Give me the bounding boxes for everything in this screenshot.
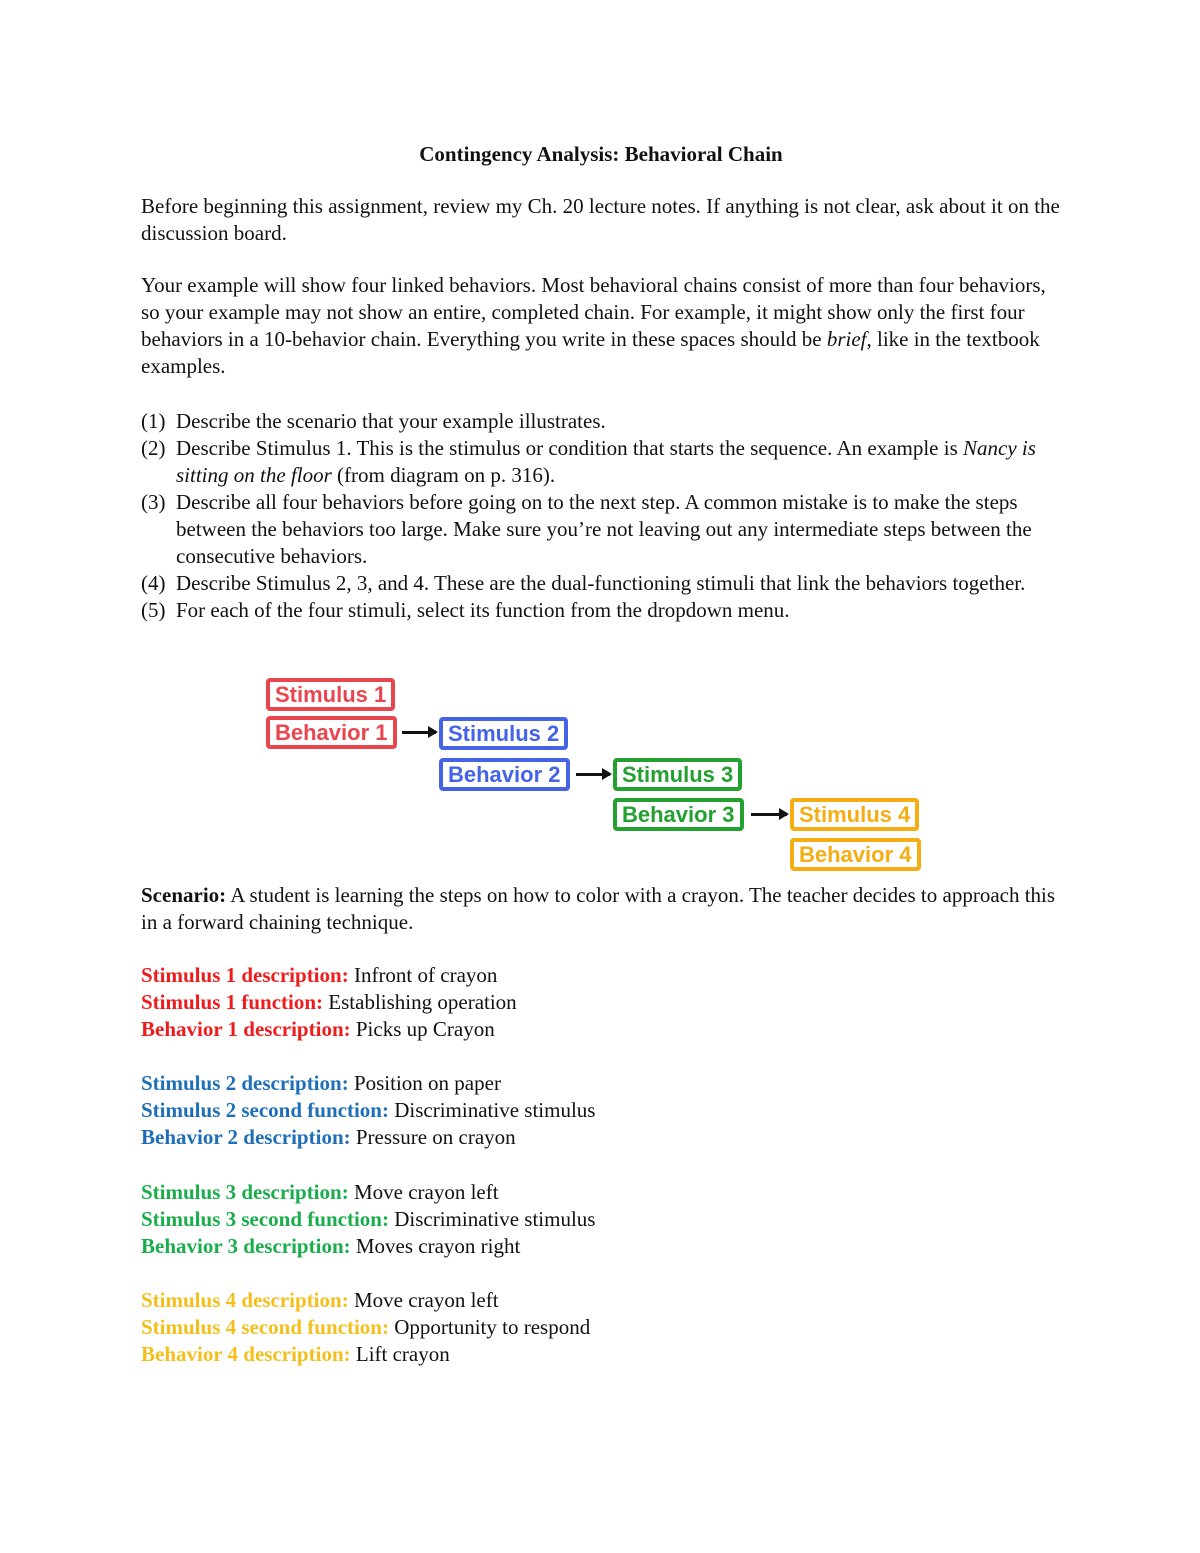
answer-value: Picks up Crayon bbox=[350, 1017, 495, 1041]
step-number: (5) bbox=[141, 598, 166, 622]
answer-value: Discriminative stimulus bbox=[388, 1098, 596, 1122]
answer-value: Position on paper bbox=[348, 1071, 501, 1095]
answer-group-2 bbox=[141, 1070, 1061, 1151]
answer-row bbox=[141, 989, 1061, 1016]
answer-value: Discriminative stimulus bbox=[388, 1207, 596, 1231]
answer-label: Stimulus 3 second function: bbox=[141, 1207, 389, 1231]
step-text: Describe all four behaviors before going on to the next step. A common mistake is to make the steps between the behaviors too large. Make sure you’re not leaving out any intermediate steps between the consecutive behaviors. bbox=[176, 490, 1032, 568]
answer-value: Pressure on crayon bbox=[350, 1125, 516, 1149]
step-item bbox=[141, 489, 1061, 570]
answer-value: Opportunity to respond bbox=[388, 1315, 591, 1339]
answer-value: Move crayon left bbox=[348, 1288, 499, 1312]
step-item bbox=[141, 435, 1061, 489]
behavior-2-box: Behavior 2 bbox=[439, 758, 570, 791]
step-text: For each of the four stimuli, select its function from the dropdown menu. bbox=[176, 598, 790, 622]
answer-label: Behavior 3 description: bbox=[141, 1234, 351, 1258]
answer-group-3 bbox=[141, 1179, 1061, 1260]
answer-label: Stimulus 2 description: bbox=[141, 1071, 349, 1095]
answer-label: Stimulus 2 second function: bbox=[141, 1098, 389, 1122]
arrow-icon bbox=[751, 813, 787, 816]
answer-label: Stimulus 1 description: bbox=[141, 963, 349, 987]
arrow-icon bbox=[576, 773, 610, 776]
answer-group-1 bbox=[141, 962, 1061, 1043]
answer-value: Moves crayon right bbox=[350, 1234, 521, 1258]
answer-row bbox=[141, 1341, 1061, 1368]
scenario-text: A student is learning the steps on how to color with a crayon. The teacher decides to approach this in a forward chaining technique. bbox=[141, 883, 1056, 934]
document-title: Contingency Analysis: Behavioral Chain bbox=[419, 142, 783, 166]
answer-row bbox=[141, 1233, 1061, 1260]
arrow-icon bbox=[402, 731, 436, 734]
answer-label: Stimulus 4 description: bbox=[141, 1288, 349, 1312]
answer-row bbox=[141, 1179, 1061, 1206]
answer-row bbox=[141, 1124, 1061, 1151]
answer-row bbox=[141, 1287, 1061, 1314]
answer-row bbox=[141, 1016, 1061, 1043]
answer-value: Lift crayon bbox=[350, 1342, 450, 1366]
intro-paragraph: Before beginning this assignment, review my Ch. 20 lecture notes. If anything is not clear, ask about it on the discussion board. bbox=[141, 194, 1060, 245]
step-example: Nancy is sitting on the floor bbox=[176, 436, 1036, 487]
scenario-label: Scenario: bbox=[141, 883, 227, 907]
answer-value: Establishing operation bbox=[323, 990, 517, 1014]
answer-label: Stimulus 1 function: bbox=[141, 990, 324, 1014]
answer-row bbox=[141, 1097, 1061, 1124]
answer-label: Behavior 2 description: bbox=[141, 1125, 351, 1149]
answer-label: Behavior 4 description: bbox=[141, 1342, 351, 1366]
answer-row bbox=[141, 962, 1061, 989]
para2-text-a: Your example will show four linked behaviors. Most behavioral chains consist of more than four behaviors, so your example may not show an entire, completed chain. For example, it might show only the first four behaviors in a 10-behavior chain. Everything you write in these spaces should be bbox=[141, 273, 1046, 351]
step-item bbox=[141, 408, 1061, 435]
answer-row bbox=[141, 1206, 1061, 1233]
step-item bbox=[141, 570, 1061, 597]
step-number: (3) bbox=[141, 490, 166, 514]
instructions-paragraph bbox=[141, 272, 1061, 380]
step-item bbox=[141, 597, 1061, 624]
answer-label: Behavior 1 description: bbox=[141, 1017, 351, 1041]
step-text-b: (from diagram on p. 316). bbox=[331, 463, 556, 487]
step-number: (2) bbox=[141, 436, 166, 460]
answer-value: Infront of crayon bbox=[348, 963, 498, 987]
para2-emphasis: brief bbox=[826, 327, 867, 351]
stimulus-1-box: Stimulus 1 bbox=[266, 678, 395, 711]
answer-row bbox=[141, 1314, 1061, 1341]
behavior-3-box: Behavior 3 bbox=[613, 798, 744, 831]
step-text: Describe the scenario that your example illustrates. bbox=[176, 409, 606, 433]
behavior-4-box: Behavior 4 bbox=[790, 838, 921, 871]
stimulus-4-box: Stimulus 4 bbox=[790, 798, 919, 831]
steps-list bbox=[141, 408, 1061, 624]
step-number: (4) bbox=[141, 571, 166, 595]
scenario-paragraph bbox=[141, 882, 1061, 936]
answer-label: Stimulus 4 second function: bbox=[141, 1315, 389, 1339]
answer-label: Stimulus 3 description: bbox=[141, 1180, 349, 1204]
step-number: (1) bbox=[141, 409, 166, 433]
step-text: Describe Stimulus 2, 3, and 4. These are the dual-functioning stimuli that link the behaviors together. bbox=[176, 571, 1026, 595]
stimulus-3-box: Stimulus 3 bbox=[613, 758, 742, 791]
answer-group-4 bbox=[141, 1287, 1061, 1368]
stimulus-2-box: Stimulus 2 bbox=[439, 717, 568, 750]
step-text-a: Describe Stimulus 1. This is the stimulus or condition that starts the sequence. An example is bbox=[176, 436, 964, 460]
answer-row bbox=[141, 1070, 1061, 1097]
answer-value: Move crayon left bbox=[348, 1180, 499, 1204]
para2-text-b: , like in the textbook examples. bbox=[141, 327, 1040, 378]
behavior-1-box: Behavior 1 bbox=[266, 716, 397, 749]
